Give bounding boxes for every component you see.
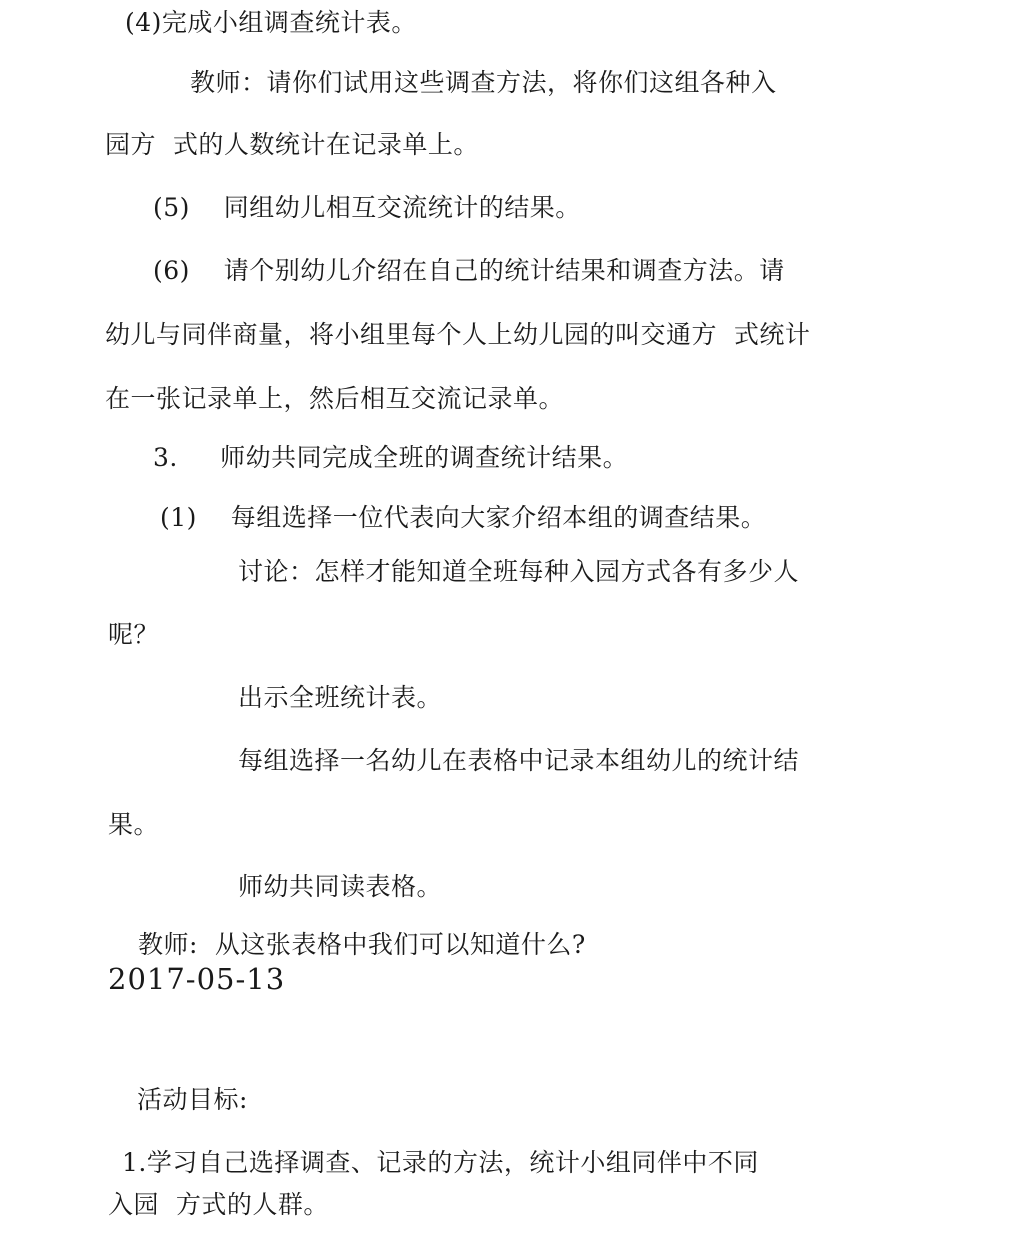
text-line-discussion: 讨论：怎样才能知道全班每种入园方式各有多少人: [238, 557, 800, 586]
text-line-substep-1: (1) 每组选择一位代表向大家介绍本组的调查结果。: [160, 503, 767, 532]
text-line-discussion-cont: 呢？: [108, 620, 160, 649]
objective-1-line-2: 入园 方式的人群。: [108, 1190, 329, 1219]
text-line-step-4: (4)完成小组调查统计表。: [125, 8, 417, 37]
text-line-read-table: 师幼共同读表格。: [238, 872, 443, 901]
objective-1-line-1: 1.学习自己选择调查、记录的方法，统计小组同伴中不同: [122, 1148, 759, 1177]
text-line-step-5: (5) 同组幼儿相互交流统计的结果。: [153, 193, 581, 222]
text-line-step-6-cont-1: 幼儿与同伴商量，将小组里每个人上幼儿园的叫交通方 式统计: [105, 320, 811, 349]
text-line-teacher-instruction-cont: 园方 式的人数统计在记录单上。: [105, 130, 479, 159]
text-line-teacher-instruction: 教师：请你们试用这些调查方法，将你们这组各种入: [190, 68, 777, 97]
document-date: 2017-05-13: [108, 962, 286, 996]
objectives-heading: 活动目标:: [137, 1085, 248, 1114]
text-line-section-3: 3. 师幼共同完成全班的调查统计结果。: [153, 443, 629, 472]
text-line-teacher-question: 教师: 从这张表格中我们可以知道什么?: [138, 930, 586, 959]
text-line-group-record: 每组选择一名幼儿在表格中记录本组幼儿的统计结: [238, 746, 800, 775]
text-line-step-6-cont-2: 在一张记录单上，然后相互交流记录单。: [105, 384, 565, 413]
text-line-group-record-cont: 果。: [108, 810, 160, 839]
text-line-step-6: (6) 请个别幼儿介绍在自己的统计结果和调查方法。请: [153, 256, 785, 285]
text-line-show-table: 出示全班统计表。: [238, 683, 443, 712]
